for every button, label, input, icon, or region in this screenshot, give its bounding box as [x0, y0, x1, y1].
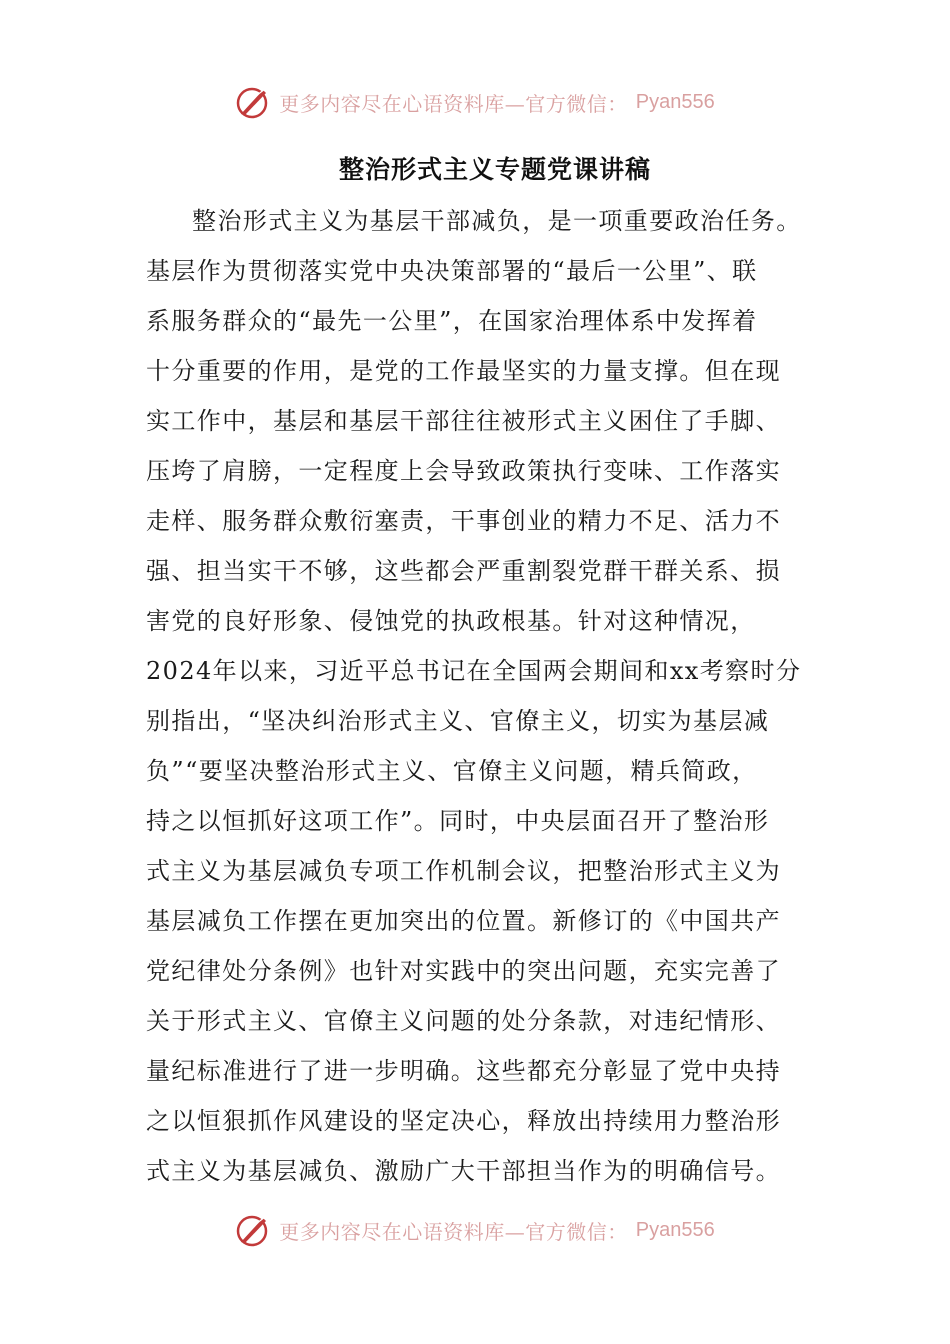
paragraph-line: 系服务群众的“最先一公里”，在国家治理体系中发挥着: [146, 307, 758, 335]
banner-wechat-id: Pyan556: [635, 1218, 715, 1241]
document-body: [146, 196, 802, 1196]
paragraph-line: 基层减负工作摆在更加突出的位置。新修订的《中国共产: [146, 907, 781, 935]
document-title: 整治形式主义专题党课讲稿: [338, 155, 651, 184]
banner-text: 更多内容尽在心语资料库—官方微信：: [279, 1219, 628, 1244]
quill-logo-icon: [235, 1212, 271, 1248]
footer-banner: [0, 1208, 950, 1252]
paragraph-line: 式主义为基层减负、激励广大干部担当作为的明确信号。: [146, 1157, 781, 1185]
paragraph-line: 关于形式主义、官僚主义问题的处分条款，对违纪情形、: [146, 1007, 781, 1035]
paragraph-line: 压垮了肩膀，一定程度上会导致政策执行变味、工作落实: [146, 457, 781, 485]
paragraph-line: 持之以恒抓好这项工作”。同时，中央层面召开了整治形: [146, 807, 770, 835]
paragraph-line: 式主义为基层减负专项工作机制会议，把整治形式主义为: [146, 857, 781, 885]
paragraph-line: 别指出，“坚决纠治形式主义、官僚主义，切实为基层减: [146, 707, 770, 735]
paragraph-line: 2024年以来，习近平总书记在全国两会期间和xx考察时分: [146, 657, 802, 685]
paragraph-line: 党纪律处分条例》也针对实践中的突出问题，充实完善了: [146, 957, 781, 985]
header-banner: [0, 80, 950, 124]
paragraph-line: 之以恒狠抓作风建设的坚定决心，释放出持续用力整治形: [146, 1107, 781, 1135]
quill-logo-icon: [235, 84, 271, 120]
paragraph-line: 负”“要坚决整治形式主义、官僚主义问题，精兵简政，: [146, 757, 758, 785]
paragraph-line: 害党的良好形象、侵蚀党的执政根基。针对这种情况，: [146, 607, 756, 635]
paragraph-line: 整治形式主义为基层干部减负，是一项重要政治任务。: [192, 207, 802, 235]
paragraph-line: 实工作中，基层和基层干部往往被形式主义困住了手脚、: [146, 407, 781, 435]
paragraph-line: 走样、服务群众敷衍塞责，干事创业的精力不足、活力不: [146, 507, 781, 535]
banner-text: 更多内容尽在心语资料库—官方微信：: [279, 91, 628, 116]
banner-wechat-id: Pyan556: [635, 90, 715, 113]
paragraph-line: 量纪标准进行了进一步明确。这些都充分彰显了党中央持: [146, 1057, 781, 1085]
paragraph-line: 强、担当实干不够，这些都会严重割裂党群干群关系、损: [146, 557, 781, 585]
paragraph-line: 基层作为贯彻落实党中央决策部署的“最后一公里”、联: [146, 257, 758, 285]
paragraph-line: 十分重要的作用，是党的工作最坚实的力量支撑。但在现: [146, 357, 781, 385]
